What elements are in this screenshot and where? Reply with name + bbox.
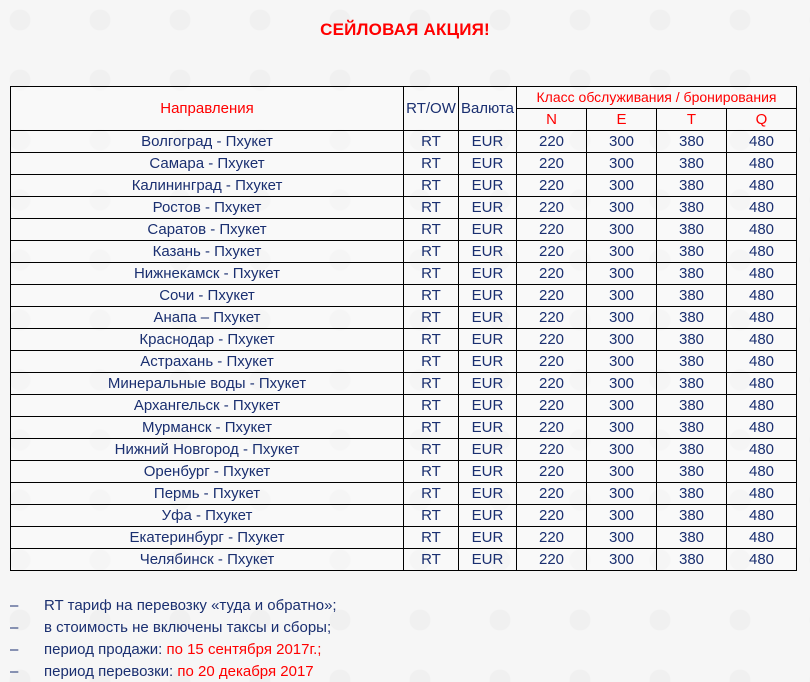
currency-cell: EUR	[459, 153, 517, 175]
header-trip-type: RT/OW	[404, 87, 459, 131]
fare-cell-e: 300	[587, 153, 657, 175]
fare-cell-q: 480	[727, 527, 797, 549]
fare-cell-e: 300	[587, 483, 657, 505]
route-cell: Волгоград - Пхукет	[11, 131, 404, 153]
trip-type-cell: RT	[404, 395, 459, 417]
table-row	[11, 373, 797, 395]
fare-cell-t: 380	[657, 263, 727, 285]
note-text: в стоимость не включены таксы и сборы;	[44, 618, 332, 636]
fare-cell-n: 220	[517, 197, 587, 219]
fare-cell-q: 480	[727, 263, 797, 285]
route-cell: Калининград - Пхукет	[11, 175, 404, 197]
currency-cell: EUR	[459, 241, 517, 263]
route-cell: Челябинск - Пхукет	[11, 549, 404, 571]
trip-type-cell: RT	[404, 483, 459, 505]
route-cell: Краснодар - Пхукет	[11, 329, 404, 351]
currency-cell: EUR	[459, 307, 517, 329]
currency-cell: EUR	[459, 417, 517, 439]
fare-cell-e: 300	[587, 131, 657, 153]
fare-cell-e: 300	[587, 527, 657, 549]
fare-cell-n: 220	[517, 373, 587, 395]
fare-cell-t: 380	[657, 417, 727, 439]
note-text: RT тариф на перевозку «туда и обратно»;	[44, 596, 337, 614]
fare-cell-e: 300	[587, 439, 657, 461]
fare-cell-e: 300	[587, 505, 657, 527]
route-cell: Архангельск - Пхукет	[11, 395, 404, 417]
trip-type-cell: RT	[404, 351, 459, 373]
fare-cell-t: 380	[657, 131, 727, 153]
note-text: период продажи:	[44, 640, 167, 658]
fare-cell-t: 380	[657, 505, 727, 527]
fare-cell-e: 300	[587, 241, 657, 263]
fare-cell-e: 300	[587, 285, 657, 307]
header-class-e: E	[587, 109, 657, 131]
fare-cell-t: 380	[657, 483, 727, 505]
currency-cell: EUR	[459, 175, 517, 197]
fare-cell-t: 380	[657, 285, 727, 307]
table-row	[11, 549, 797, 571]
fare-cell-q: 480	[727, 153, 797, 175]
fare-cell-q: 480	[727, 329, 797, 351]
route-cell: Сочи - Пхукет	[11, 285, 404, 307]
fare-cell-n: 220	[517, 131, 587, 153]
fares-table	[10, 86, 797, 571]
table-row	[11, 351, 797, 373]
note-bullet: –	[10, 596, 19, 614]
route-cell: Астрахань - Пхукет	[11, 351, 404, 373]
fare-cell-q: 480	[727, 461, 797, 483]
fare-cell-e: 300	[587, 395, 657, 417]
currency-cell: EUR	[459, 505, 517, 527]
fare-cell-n: 220	[517, 549, 587, 571]
table-row	[11, 417, 797, 439]
trip-type-cell: RT	[404, 527, 459, 549]
fare-cell-q: 480	[727, 373, 797, 395]
fare-cell-t: 380	[657, 461, 727, 483]
fare-cell-q: 480	[727, 439, 797, 461]
fare-cell-n: 220	[517, 285, 587, 307]
fare-cell-n: 220	[517, 395, 587, 417]
fare-cell-n: 220	[517, 307, 587, 329]
route-cell: Нижнекамск - Пхукет	[11, 263, 404, 285]
currency-cell: EUR	[459, 329, 517, 351]
fare-cell-t: 380	[657, 219, 727, 241]
table-row	[11, 197, 797, 219]
fare-cell-e: 300	[587, 549, 657, 571]
fare-cell-q: 480	[727, 197, 797, 219]
currency-cell: EUR	[459, 549, 517, 571]
trip-type-cell: RT	[404, 373, 459, 395]
table-row	[11, 307, 797, 329]
table-row	[11, 439, 797, 461]
table-row	[11, 285, 797, 307]
route-cell: Оренбург - Пхукет	[11, 461, 404, 483]
route-cell: Уфа - Пхукет	[11, 505, 404, 527]
note-item	[10, 594, 337, 616]
note-highlight: по 15 сентября 2017г.;	[166, 640, 322, 658]
trip-type-cell: RT	[404, 461, 459, 483]
table-row	[11, 219, 797, 241]
route-cell: Казань - Пхукет	[11, 241, 404, 263]
fare-cell-t: 380	[657, 197, 727, 219]
fare-cell-q: 480	[727, 549, 797, 571]
fare-cell-q: 480	[727, 285, 797, 307]
trip-type-cell: RT	[404, 263, 459, 285]
note-item	[10, 616, 337, 638]
fare-cell-t: 380	[657, 373, 727, 395]
currency-cell: EUR	[459, 351, 517, 373]
trip-type-cell: RT	[404, 285, 459, 307]
currency-cell: EUR	[459, 527, 517, 549]
fare-cell-e: 300	[587, 307, 657, 329]
fare-cell-e: 300	[587, 417, 657, 439]
fare-cell-t: 380	[657, 329, 727, 351]
trip-type-cell: RT	[404, 417, 459, 439]
header-class-group: Класс обслуживания / бронирования	[517, 87, 797, 109]
fare-cell-n: 220	[517, 417, 587, 439]
route-cell: Мурманск - Пхукет	[11, 417, 404, 439]
fare-cell-n: 220	[517, 153, 587, 175]
currency-cell: EUR	[459, 219, 517, 241]
trip-type-cell: RT	[404, 153, 459, 175]
currency-cell: EUR	[459, 131, 517, 153]
notes-list	[10, 594, 337, 682]
fare-cell-t: 380	[657, 527, 727, 549]
route-cell: Саратов - Пхукет	[11, 219, 404, 241]
currency-cell: EUR	[459, 395, 517, 417]
note-bullet: –	[10, 640, 19, 658]
currency-cell: EUR	[459, 461, 517, 483]
table-row	[11, 175, 797, 197]
table-row	[11, 527, 797, 549]
currency-cell: EUR	[459, 483, 517, 505]
currency-cell: EUR	[459, 285, 517, 307]
route-cell: Нижний Новгород - Пхукет	[11, 439, 404, 461]
fare-cell-q: 480	[727, 351, 797, 373]
header-direction: Направления	[11, 87, 404, 131]
fare-cell-q: 480	[727, 131, 797, 153]
fare-cell-n: 220	[517, 461, 587, 483]
fare-cell-e: 300	[587, 373, 657, 395]
fare-cell-e: 300	[587, 461, 657, 483]
route-cell: Самара - Пхукет	[11, 153, 404, 175]
trip-type-cell: RT	[404, 131, 459, 153]
table-row	[11, 241, 797, 263]
fare-cell-q: 480	[727, 417, 797, 439]
trip-type-cell: RT	[404, 329, 459, 351]
table-row	[11, 263, 797, 285]
table-row	[11, 483, 797, 505]
table-row	[11, 461, 797, 483]
fare-cell-e: 300	[587, 219, 657, 241]
route-cell: Минеральные воды - Пхукет	[11, 373, 404, 395]
table-row	[11, 329, 797, 351]
header-currency: Валюта	[459, 87, 517, 131]
trip-type-cell: RT	[404, 439, 459, 461]
fare-cell-e: 300	[587, 263, 657, 285]
note-bullet: –	[10, 662, 19, 680]
currency-cell: EUR	[459, 439, 517, 461]
fare-cell-q: 480	[727, 241, 797, 263]
fare-cell-n: 220	[517, 439, 587, 461]
fare-cell-q: 480	[727, 219, 797, 241]
fare-cell-n: 220	[517, 527, 587, 549]
fare-cell-q: 480	[727, 505, 797, 527]
trip-type-cell: RT	[404, 175, 459, 197]
fare-cell-t: 380	[657, 175, 727, 197]
table-row	[11, 395, 797, 417]
trip-type-cell: RT	[404, 549, 459, 571]
fare-cell-q: 480	[727, 483, 797, 505]
currency-cell: EUR	[459, 197, 517, 219]
route-cell: Пермь - Пхукет	[11, 483, 404, 505]
fare-cell-t: 380	[657, 395, 727, 417]
trip-type-cell: RT	[404, 197, 459, 219]
table-row	[11, 131, 797, 153]
fare-cell-t: 380	[657, 351, 727, 373]
trip-type-cell: RT	[404, 307, 459, 329]
fare-cell-e: 300	[587, 351, 657, 373]
fare-cell-t: 380	[657, 549, 727, 571]
currency-cell: EUR	[459, 263, 517, 285]
fare-cell-q: 480	[727, 175, 797, 197]
table-row	[11, 153, 797, 175]
fare-cell-t: 380	[657, 241, 727, 263]
trip-type-cell: RT	[404, 219, 459, 241]
fare-cell-n: 220	[517, 483, 587, 505]
note-highlight: по 20 декабря 2017	[177, 662, 314, 680]
header-class-q: Q	[727, 109, 797, 131]
fare-cell-n: 220	[517, 263, 587, 285]
fare-cell-e: 300	[587, 175, 657, 197]
fare-cell-e: 300	[587, 197, 657, 219]
header-class-n: N	[517, 109, 587, 131]
fare-cell-n: 220	[517, 175, 587, 197]
route-cell: Анапа – Пхукет	[11, 307, 404, 329]
note-item	[10, 638, 337, 660]
fare-cell-n: 220	[517, 505, 587, 527]
note-text: период перевозки:	[44, 662, 178, 680]
header-class-t: T	[657, 109, 727, 131]
fare-cell-n: 220	[517, 219, 587, 241]
currency-cell: EUR	[459, 373, 517, 395]
fare-cell-n: 220	[517, 329, 587, 351]
fare-cell-n: 220	[517, 241, 587, 263]
route-cell: Екатеринбург - Пхукет	[11, 527, 404, 549]
page-title: СЕЙЛОВАЯ АКЦИЯ!	[320, 20, 490, 39]
fare-cell-n: 220	[517, 351, 587, 373]
fares-table-body	[11, 131, 797, 571]
fare-cell-t: 380	[657, 307, 727, 329]
fare-cell-q: 480	[727, 307, 797, 329]
note-bullet: –	[10, 618, 19, 636]
trip-type-cell: RT	[404, 241, 459, 263]
fare-cell-q: 480	[727, 395, 797, 417]
route-cell: Ростов - Пхукет	[11, 197, 404, 219]
fare-cell-t: 380	[657, 439, 727, 461]
fare-cell-e: 300	[587, 329, 657, 351]
trip-type-cell: RT	[404, 505, 459, 527]
fare-cell-t: 380	[657, 153, 727, 175]
table-row	[11, 505, 797, 527]
